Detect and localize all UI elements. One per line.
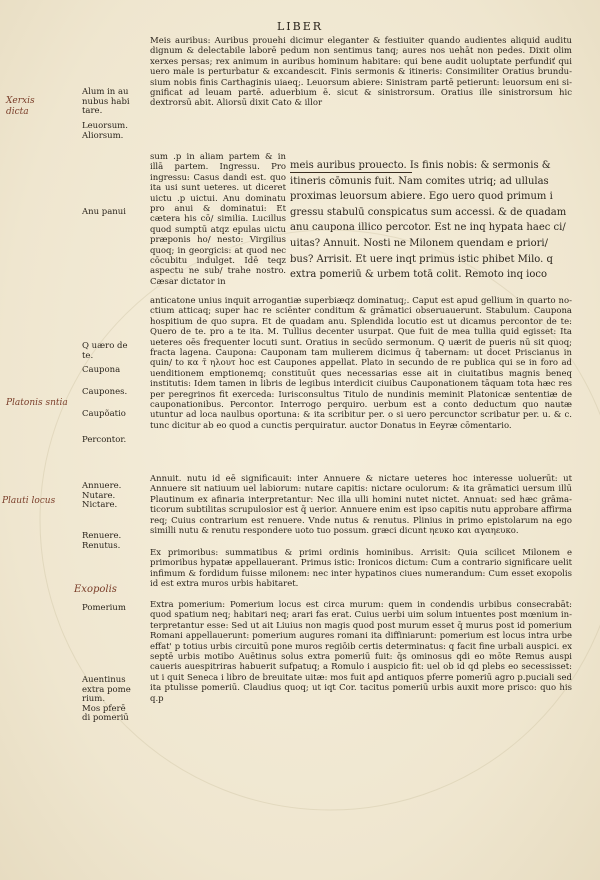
handwritten-note-xerxis: Xerxis dicta	[6, 96, 35, 117]
sidenote-animum: Alum in au nubus habi tare.	[82, 87, 130, 116]
main-text-line: itineris cōmunis fuit. Nam comites utriq; ad ullulas	[290, 175, 549, 187]
main-text-line: uitas? Annuit. Nosti ne Milonem quendam e priori/	[290, 237, 548, 249]
main-text-line: bus? Arrisit. Et uere inqt primus istic phibet Milo. q	[290, 253, 553, 265]
sidenote-renuere: Renuere. Renutus.	[82, 531, 122, 551]
main-text-line: anu caupona illico percotor. Est ne inq hypata haec ci/	[290, 222, 566, 234]
sidenote-caupones: Caupones.	[82, 387, 128, 397]
sidenote-cauponatio: Caupõatio	[82, 409, 126, 419]
sidenote-anu: Anu panui	[82, 207, 126, 217]
main-text-line: meis auribus prouecto. Is finis nobis: & sermonis &	[290, 160, 551, 171]
sidenote-annuere: Annuere. Nutare. Nictare.	[82, 481, 122, 510]
sidenote-pomerium: Pomerium	[82, 603, 126, 613]
sidenote-caupona: Caupona	[82, 365, 121, 375]
main-text-line: proximas leuorsum abiere. Ego uero quod primum i	[290, 191, 553, 203]
sidenote-quaero: Q uæro de te.	[82, 341, 128, 361]
page-header: LIBER	[276, 20, 324, 33]
main-text-line: extra pomeriū & urbem totā colit. Remoto inq ioco	[290, 269, 548, 281]
commentary-paragraph-4: Annuit. nutu id eē significauit: inter Annuere & nictare ueteres hoc interesse uoluerūt: ut Annuere sit natiuum uel labiorum: nutare capitis: nictare oculorum: & ita grāmatici uersum illū Plautinum ex afinaria interpretantur: Nec illa ulli homini nutet nictet. Annuat: sed hæc grāmaticorum subtilitas scrupulosior est q̄ uerior. Annuere enim est ipso capitis nutu approbare affirma req; Cuius contrarium est renuere. Vnde nutus & renutus. Plinius in primo epistolarum na ego similli nutu & renutu respondere uoto tuo possum. græci dicunt ηευκο και αγαηευκο.	[150, 474, 572, 537]
sidenote-percontor: Percontor.	[82, 435, 127, 445]
commentary-paragraph-6: Extra pomerium: Pomerium locus est circa murum: quem in condendis urbibus consecrabāt: quod spatium neq; habitari neq; arari fas erat. Cuius uerbi uim solum intuentes post mœnium interpretantur esse: Sed ut ait Liuius non magis quod post murum esset q̄ murus post id pomerium Romani appellauerunt: pomerium augures romani ita diffiniarunt: pomerium est locus intra urbe effat' p totius urbis circuitū pone muros regiōib certis determinatus: q facit fine urbali auspici. ex septē urbis motibo Auētinus solus extra pomeriū fuit: q̄s ominosus qdi eo mōte Remus auspi caueris auespitriras habuerit sufpatuq; a Romulo i auspicio fit: uel ob id qd plebs eo secessisset: ut i quit Seneca i libro de breuitate uitæ: mos fuit apd antiquos pferre pomeriū agro p.puciali sed ita ptulisse pomeriū. Claudius quoq; ut iqt Cor. tacitus pomeriū urbis auxit more prisco: quo his q.p	[150, 600, 572, 704]
commentary-paragraph-2: sum .p in aliam partem & in illā partem. Ingressu. Pro ingressu: Casus dandi est. quo ita usi sunt ueteres. ut diceret uictu .p uictui. Anu dominatu pro anui & dominatui: Et cætera his cō/ similia. Lucillus quod sumptū atqz epulas uictu præponis ho/ nesto: Virgilius quoq; in georgicis: at quod nec cōcubitu indulget. Idē teqz aspectu ne sub/ trahe nostro. Cæsar dictator in	[150, 152, 286, 287]
commentary-paragraph-5: Ex primoribus: summatibus & primi ordinis hominibus. Arrisit: Quia scilicet Milonem e primoribus hypatæ appellauerant. Primus istic: Ironicos dictum: Cum a contrario significare uelit infimum & fordidum fuisse milonem: nec inter hypatinos ciues numerandum: Cum esset exopolis id est extra muros urbis habitaret.	[150, 548, 572, 590]
main-text-line: gressu stabulū conspicatus sum accessi. & de quadam	[290, 206, 567, 218]
sidenote-auentinus: Auentinus extra pome rium. Mos pferē di pomeriū	[82, 675, 131, 723]
commentary-paragraph-1: Meis auribus: Auribus prouehi dicimur eleganter & festiuiter quando audientes aliquid auditu dignum & delectabile laborē pedum non sentimus tanq; aures nos uehāt non pedes. Dixit olim xerxes persas; rex animum in auribus hominum habitare: qui bene audit uoluptate perfundiť qui uero male is perturbatur & excandescit. Finis sermonis & itineris: Consimiliter Oratius brundusium nobis finis Carthaginis uiaeq;. Leuorsum abiere: Sinistram partē petierunt: leuorsum eni significat ad leuam partē. aduerbium ē. sicut & sinistrorsum. Oratius ille sinistrorsum hic dextrorsū abit. Aliorsū dixit Cato & illor	[150, 36, 572, 109]
commentary-paragraph-3: anticatone unius inquit arrogantiæ superbiæqz dominatuq;. Caput est apud gellium in quarto noctium atticaq; super hac re sciēnter conditum & grāmatici obseruauerunt. Stabulum. Caupona hospitium de quo supra. Et de quadam anu. Splendida locutio est ut dicamus percontor de te: Quero de te. pro a te ita. M. Tullius decenter usurpat. Que fuit de mea tullia quid egisset: Ita ueteres oēs frequenter locuti sunt. Oratius in secūdo sermonum. Q uærit de pueris nū sit quoq; fracta lagena. Caupona: Cauponam tam mulierem dicimus q̄ tabernam: ut docet Priscianus in quin/ to κα τ̄ ηλουτ hoc est Caupones appellat. Plato in secundo de re publica qui se in foro ad uenditionem emptionemq; constituūt ques necessarias esse ait in ciuitatibus magnis beneq institutis: Idem tamen in libris de legibus interdicit ciuibus Cauponationem tāquam tota hæc res per peregrinos fit exerceda: Iurisconsultus Titulo de nundinis meminit Platonicæ sententiæ de cauponationibus. Percontor. Interrogo perquiro. uerbum est a conto deductum quo nautæ utuntur ad loca naulbus oportuna: & ita scribitur per. o si uero percunctor scribatur per. u. & c. tunc dicitur ab eo quod a cunctis perquiratur. auctor Donatus in Eeyræ cōmentario.	[150, 296, 572, 431]
handwritten-note-platonis: Platonis sntia	[6, 398, 68, 408]
handwritten-note-exopolis: Exopolis	[74, 584, 117, 595]
handwritten-note-plauti: Plauti locus	[2, 496, 56, 506]
sidenote-leuorsum: Leuorsum. Aliorsum.	[82, 121, 128, 141]
